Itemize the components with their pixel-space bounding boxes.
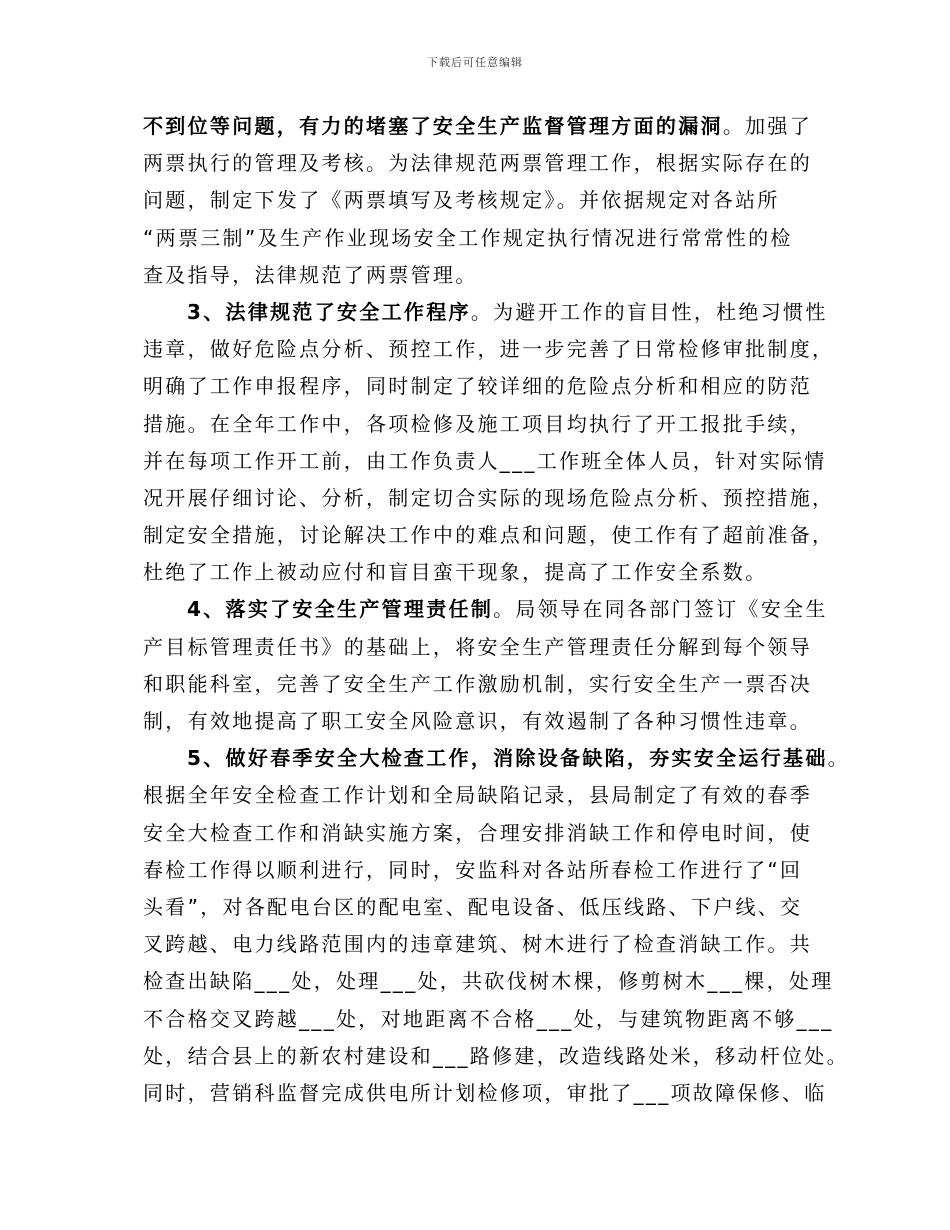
section-heading-5: 5、做好春季安全大检查工作，消除设备缺陷，夯实安全运行基础 [187,746,828,771]
text-line: 查及指导，法律规范了两票管理。 [143,262,478,287]
text-line: 头看”，对各配电台区的配电室、配电设备、低压线路、下户线、交 [143,894,803,919]
text-line: 安全大检查工作和消缺实施方案，合理安排消缺工作和停电时间，使 [143,820,812,845]
text-line: 况开展仔细讨论、分析，制定切合实际的现场危险点分析、预控措施， [143,485,835,510]
text-line: 和职能科室，完善了安全生产工作激励机制，实行安全生产一票否决 [143,671,812,696]
text-line: 同时，营销科监督完成供电所计划检修项，审批了___项故障保修、临 [143,1080,827,1105]
text-run: 。为避开工作的盲目性，杜绝习惯性 [470,299,828,324]
text-run: 。局领导在同各部门签订《安全生 [493,597,828,622]
section-heading-3: 3、法律规范了安全工作程序 [187,299,471,324]
text-line: 春检工作得以顺利进行，同时，安监科对各站所春检工作进行了“回 [143,857,803,882]
section-heading-4: 4、落实了安全生产管理责任制 [187,597,494,622]
text-line: 问题，制定下发了《两票填写及考核规定》。并依据规定对各站所 [143,188,780,213]
text-run: 。加强了 [722,114,813,138]
text-line: 不合格交叉跨越___处，对地距离不合格___处，与建筑物距离不够___ [143,1006,834,1031]
text-line: 检查出缺陷___处，处理___处，共砍伐树木棵，修剪树木___棵，处理 [143,969,834,994]
text-line: 杜绝了工作上被动应付和盲目蛮干现象，提高了工作安全系数。 [143,560,768,585]
paragraph-4-start [143,591,833,628]
bold-phrase: 不到位等问题，有力的堵塞了安全生产监督管理方面的漏洞 [143,114,723,138]
text-line: 并在每项工作开工前，由工作负责人___工作班全体人员，针对实际情 [143,448,827,473]
text-line: 明确了工作申报程序，同时制定了较详细的危险点分析和相应的防范 [143,374,812,399]
text-line [143,108,833,145]
document-body [143,108,850,1112]
text-line: 违章，做好危险点分析、预控工作，进一步完善了日常检修审批制度， [143,337,835,362]
paragraph-5-start [143,740,850,777]
text-line: 措施。在全年工作中，各项检修及施工项目均执行了开工报批手续， [143,411,812,436]
text-line: 叉跨越、电力线路范围内的违章建筑、树木进行了检查消缺工作。共 [143,932,812,957]
text-line: 根据全年安全检查工作计划和全局缺陷记录，县局制定了有效的春季 [143,783,812,808]
text-line: 两票执行的管理及考核。为法律规范两票管理工作，根据实际存在的 [143,151,812,176]
text-run: 。 [827,746,850,771]
text-line: 处，结合县上的新农村建设和___路修建，改造线路处米，移动杆位处。 [143,1043,849,1068]
paragraph-3-start [143,294,833,331]
page-header: 下载后可任意编辑 [427,56,523,69]
text-line: “两票三制”及生产作业现场安全工作规定执行情况进行常常性的检 [143,225,793,250]
text-line: 制，有效地提高了职工安全风险意识，有效遏制了各种习惯性违章。 [143,709,812,733]
text-line: 制定安全措施，讨论解决工作中的难点和问题，使工作有了超前准备， [143,523,835,548]
text-line: 产目标管理责任书》的基础上，将安全生产管理责任分解到每个领导 [143,634,812,659]
